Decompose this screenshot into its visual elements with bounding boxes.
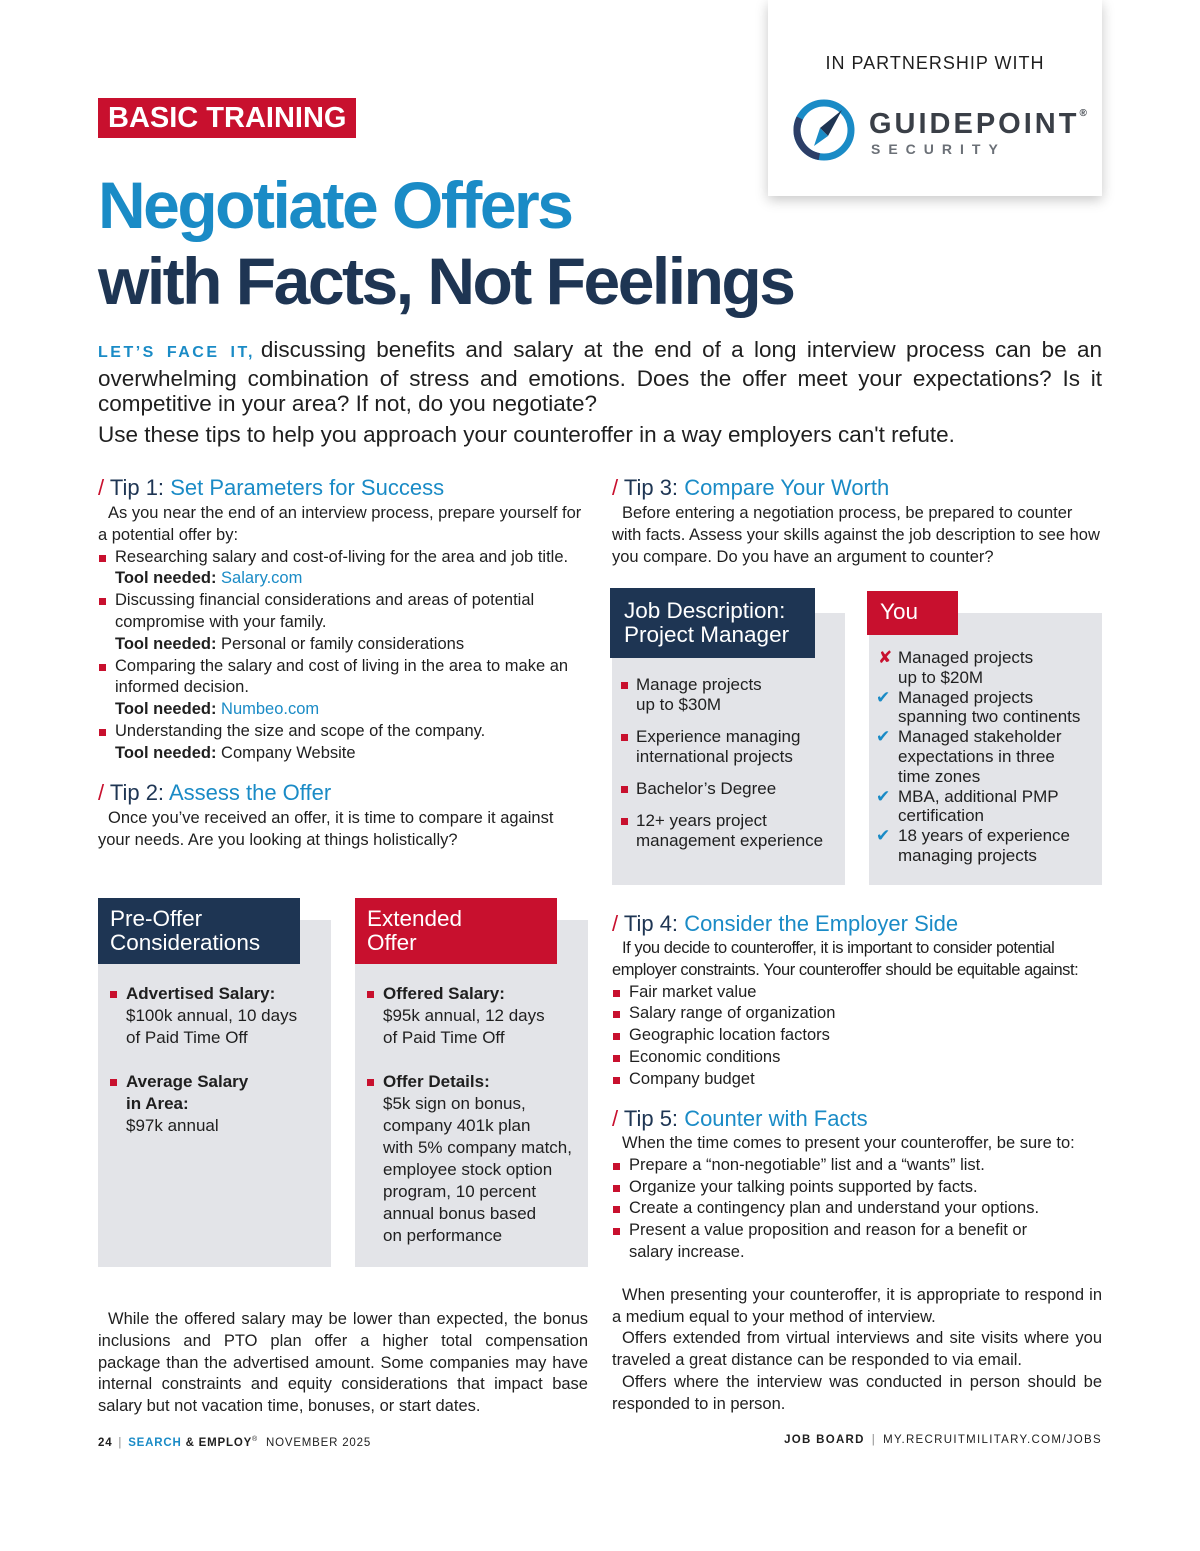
check-mark-icon: ✔ xyxy=(876,687,891,707)
list-item: Geographic location factors xyxy=(612,1025,1102,1047)
job-description-list xyxy=(620,675,840,851)
tip-3-heading: / Tip 3: Compare Your Worth xyxy=(612,475,890,500)
list-item: Manage projects up to $30M xyxy=(620,675,840,715)
list-item: ✔ MBA, additional PMP certification xyxy=(876,786,1059,826)
check-mark-icon: ✔ xyxy=(876,727,891,747)
footer-left: 24 | SEARCH & EMPLOY® NOVEMBER 2025 xyxy=(98,1436,372,1449)
headline-line-2: with Facts, Not Feelings xyxy=(98,244,794,318)
job-description-header: Job Description: Project Manager xyxy=(610,588,815,658)
tip-4-list xyxy=(612,982,1102,1091)
tip-5-paragraph-3: Offers where the interview was conducted in person should be responded to in person. xyxy=(612,1372,1102,1413)
intro-text: discussing benefits and salary at the end of a long interview process can be an overwhelming combination of stress and emotions. Does the offer meet your expectations? Is it competitive in your area? If not, do you negotiate? xyxy=(98,337,1102,416)
list-item: ✔ Managed projects spanning two continents xyxy=(876,687,1081,727)
list-item: Company budget xyxy=(612,1069,1102,1091)
list-item: Comparing the salary and cost of living in the area to make an informed decision. Tool needed: Numbeo.com xyxy=(98,656,588,721)
extended-offer-header: Extended Offer xyxy=(355,898,557,964)
pre-offer-header: Pre-Offer Considerations xyxy=(98,898,300,964)
numbeo-link[interactable]: Numbeo.com xyxy=(221,700,320,719)
intro-line-2: Use these tips to help you approach your counteroffer in a way employers can't refute. xyxy=(98,422,955,447)
tip-5-heading: / Tip 5: Counter with Facts xyxy=(612,1106,868,1131)
tip-5-paragraph-1: When presenting your counteroffer, it is appropriate to respond in a medium equal to your method of interview. xyxy=(612,1285,1102,1326)
list-item: Advertised Salary: $100k annual, 10 days of Paid Time Off xyxy=(98,983,328,1049)
list-item: Offer Details: $5k sign on bonus, company 401k plan with 5% company match, employee stock option program, 10 percent annual bonus based on performance xyxy=(355,1071,588,1247)
x-mark-icon: ✘ xyxy=(878,648,893,667)
tip-5-section xyxy=(612,1105,1102,1416)
section-tag: BASIC TRAINING xyxy=(98,98,356,138)
list-item: Create a contingency plan and understand your options. xyxy=(612,1198,1102,1220)
tip-4-intro: If you decide to counteroffer, it is important to consider potential employer constraints. Your counteroffer should be equitable against: xyxy=(612,939,1079,979)
tip-5-list xyxy=(612,1155,1102,1264)
check-mark-icon: ✔ xyxy=(876,786,891,806)
issue-date: NOVEMBER 2025 xyxy=(266,1436,372,1449)
pre-offer-list xyxy=(98,983,328,1137)
list-item: Fair market value xyxy=(612,982,1102,1004)
list-item: ✘ Managed projects up to $20M xyxy=(878,648,1034,687)
tip-2-body: Once you’ve received an offer, it is time to compare it against your needs. Are you looking at things holistically? xyxy=(98,809,554,849)
intro-paragraph xyxy=(98,337,1102,417)
tip-4-section xyxy=(612,910,1102,1091)
list-item: Understanding the size and scope of the company. Tool needed: Company Website xyxy=(98,721,588,765)
list-item: Bachelor’s Degree xyxy=(620,779,840,799)
list-item: Prepare a “non-negotiable” list and a “wants” list. xyxy=(612,1155,1102,1177)
tip-3-section xyxy=(612,474,1102,568)
tip-2-heading: / Tip 2: Assess the Offer xyxy=(98,780,332,805)
tip-1-section xyxy=(98,474,588,765)
list-item: Organize your talking points supported by facts. xyxy=(612,1177,1102,1199)
publication-name: SEARCH xyxy=(128,1436,182,1449)
list-item: Experience managing international projects xyxy=(620,727,840,767)
guidepoint-logo-text: GUIDEPOINT® xyxy=(869,108,1090,140)
list-item: Salary range of organization xyxy=(612,1003,1102,1025)
list-item: Researching salary and cost-of-living for the area and job title. Tool needed: Salary.com xyxy=(98,547,588,591)
tip-2-closing: While the offered salary may be lower than expected, the bonus inclusions and PTO plan offer a higher total compensation package than the advertised amount. Some companies may have internal constraints and equity considerations that impact base salary but not vacation time, bonuses, or start dates. xyxy=(98,1310,588,1416)
list-item: Offered Salary: $95k annual, 12 days of Paid Time Off xyxy=(355,983,588,1049)
guidepoint-compass-icon xyxy=(792,98,856,162)
check-mark-icon: ✔ xyxy=(876,826,891,846)
list-item: 12+ years project management experience xyxy=(620,811,840,851)
job-board-label: JOB BOARD xyxy=(784,1434,865,1446)
salary-link[interactable]: Salary.com xyxy=(221,569,303,588)
list-item: Present a value proposition and reason for a benefit or salary increase. xyxy=(612,1220,1102,1264)
tip-1-heading: / Tip 1: Set Parameters for Success xyxy=(98,475,445,500)
guidepoint-logo-subtext: SECURITY xyxy=(871,141,1006,157)
tip-5-intro: When the time comes to present your counteroffer, be sure to: xyxy=(622,1134,1075,1152)
list-item: Discussing financial considerations and areas of potential compromise with your family. Tool needed: Personal or family considerations xyxy=(98,590,588,655)
page-number: 24 xyxy=(98,1436,113,1449)
extended-offer-list xyxy=(355,983,588,1247)
list-item: Average Salary in Area: $97k annual xyxy=(98,1071,328,1137)
partnership-label: IN PARTNERSHIP WITH xyxy=(825,53,1045,73)
footer-right: JOB BOARD | MY.RECRUITMILITARY.COM/JOBS xyxy=(784,1434,1102,1446)
you-list xyxy=(876,648,1098,866)
list-item: ✔ 18 years of experience managing projects xyxy=(876,826,1070,865)
list-item: Economic conditions xyxy=(612,1047,1102,1069)
tip-5-paragraph-2: Offers extended from virtual interviews and site visits where you traveled a great distance can be responded to via email. xyxy=(612,1329,1102,1370)
job-board-url[interactable]: MY.RECRUITMILITARY.COM/JOBS xyxy=(883,1434,1102,1446)
intro-lead-in: LET’S FACE IT, xyxy=(98,344,255,361)
tip-2-section xyxy=(98,779,588,852)
tip-4-heading: / Tip 4: Consider the Employer Side xyxy=(612,911,959,936)
list-item: ✔ Managed stakeholder expectations in three time zones xyxy=(876,727,1062,786)
partnership-box xyxy=(768,0,1102,196)
tip-3-body: Before entering a negotiation process, be prepared to counter with facts. Assess your skills against the job description to see how you compare. Do you have an argument to counter? xyxy=(612,504,1100,566)
headline-line-1: Negotiate Offers xyxy=(98,168,572,242)
you-header: You xyxy=(867,591,958,635)
tip-1-intro: As you near the end of an interview process, prepare yourself for a potential offer by: xyxy=(98,504,582,544)
tip-1-list xyxy=(98,547,588,765)
